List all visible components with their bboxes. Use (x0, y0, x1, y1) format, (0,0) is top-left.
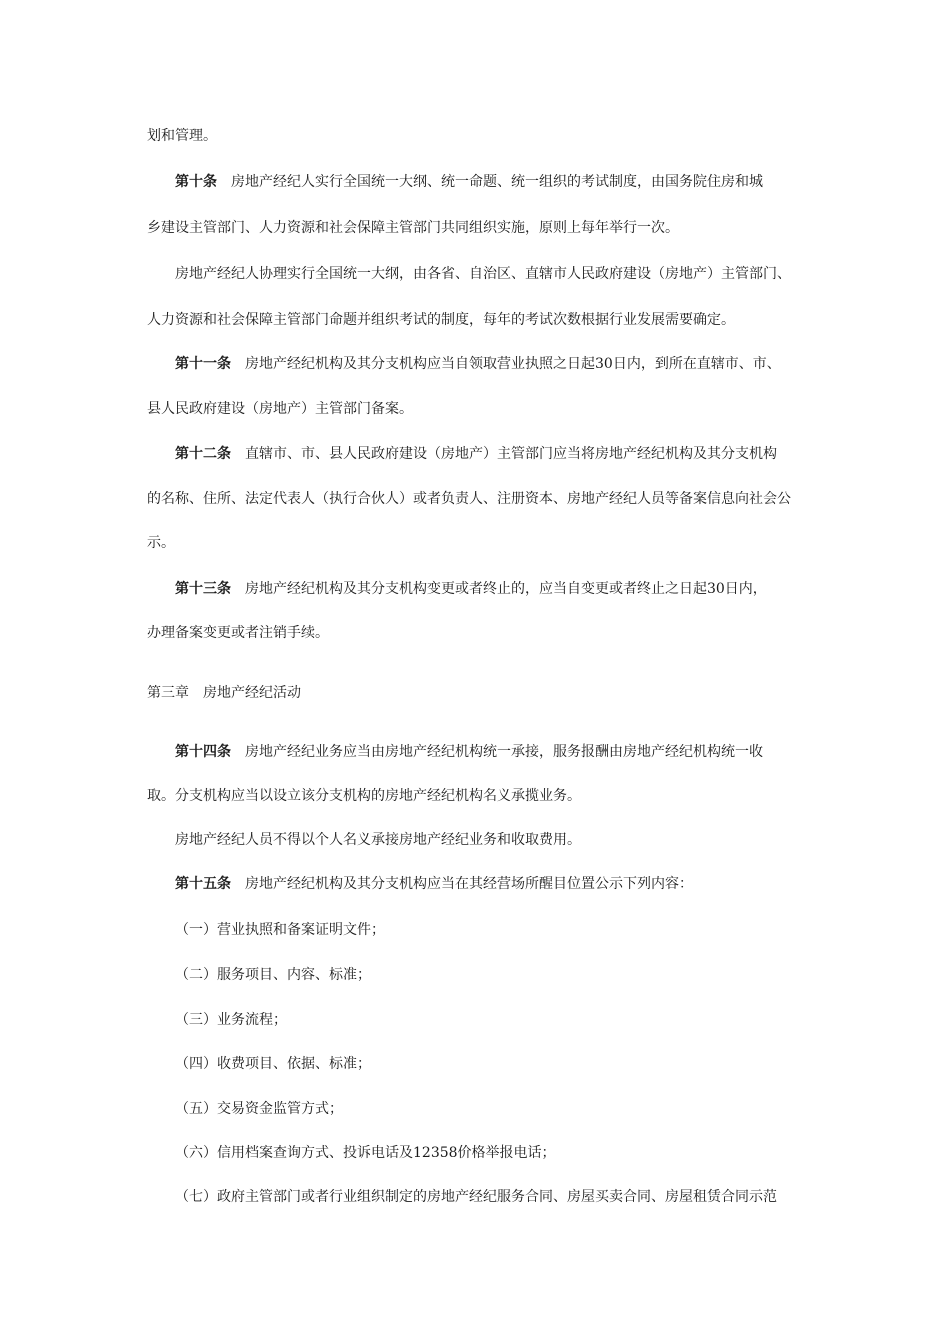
article-11-line: 第十一条 房地产经纪机构及其分支机构应当自领取营业执照之日起30日内，到所在直辖市、市、 (175, 356, 781, 372)
text-line: 县人民政府建设（房地产）主管部门备案。 (147, 401, 413, 417)
article-heading: 第十三条 (175, 581, 231, 597)
text-line: 取。分支机构应当以设立该分支机构的房地产经纪机构名义承揽业务。 (147, 788, 581, 804)
article-heading: 第十一条 (175, 356, 231, 372)
article-14-line: 第十四条 房地产经纪业务应当由房地产经纪机构统一承接，服务报酬由房地产经纪机构统一收 (175, 744, 763, 760)
article-heading: 第十五条 (175, 876, 231, 892)
list-item: （二）服务项目、内容、标准； (175, 967, 371, 983)
article-heading: 第十四条 (175, 744, 231, 760)
text-line: 乡建设主管部门、人力资源和社会保障主管部门共同组织实施，原则上每年举行一次。 (147, 220, 679, 236)
text-line: 人力资源和社会保障主管部门命题并组织考试的制度，每年的考试次数根据行业发展需要确定。 (147, 312, 735, 328)
text-line: 的名称、住所、法定代表人（执行合伙人）或者负责人、注册资本、房地产经纪人员等备案信息向社会公 (147, 491, 791, 507)
list-item: （七）政府主管部门或者行业组织制定的房地产经纪服务合同、房屋买卖合同、房屋租赁合同示范 (175, 1189, 777, 1205)
article-heading: 第十二条 (175, 446, 231, 462)
list-item: （五）交易资金监管方式； (175, 1101, 343, 1117)
text-line: 划和管理。 (147, 128, 217, 144)
list-item: （三）业务流程； (175, 1012, 287, 1028)
article-13-line: 第十三条 房地产经纪机构及其分支机构变更或者终止的，应当自变更或者终止之日起30日内， (175, 581, 767, 597)
text-line: 办理备案变更或者注销手续。 (147, 625, 329, 641)
list-item: （四）收费项目、依据、标准； (175, 1056, 371, 1072)
article-heading: 第十条 (175, 174, 217, 190)
text-line: 示。 (147, 535, 175, 551)
article-10-line: 第十条 房地产经纪人实行全国统一大纲、统一命题、统一组织的考试制度，由国务院住房和城 (175, 174, 763, 190)
list-item: （六）信用档案查询方式、投诉电话及12358价格举报电话； (175, 1145, 556, 1161)
article-15-line: 第十五条 房地产经纪机构及其分支机构应当在其经营场所醒目位置公示下列内容： (175, 876, 693, 892)
chapter-heading: 第三章 房地产经纪活动 (147, 685, 301, 701)
text-line: 房地产经纪人员不得以个人名义承接房地产经纪业务和收取费用。 (175, 832, 581, 848)
text-line: 房地产经纪人协理实行全国统一大纲，由各省、自治区、直辖市人民政府建设（房地产）主管部门、 (175, 266, 791, 282)
list-item: （一）营业执照和备案证明文件； (175, 922, 385, 938)
article-12-line: 第十二条 直辖市、市、县人民政府建设（房地产）主管部门应当将房地产经纪机构及其分支机构 (175, 446, 777, 462)
